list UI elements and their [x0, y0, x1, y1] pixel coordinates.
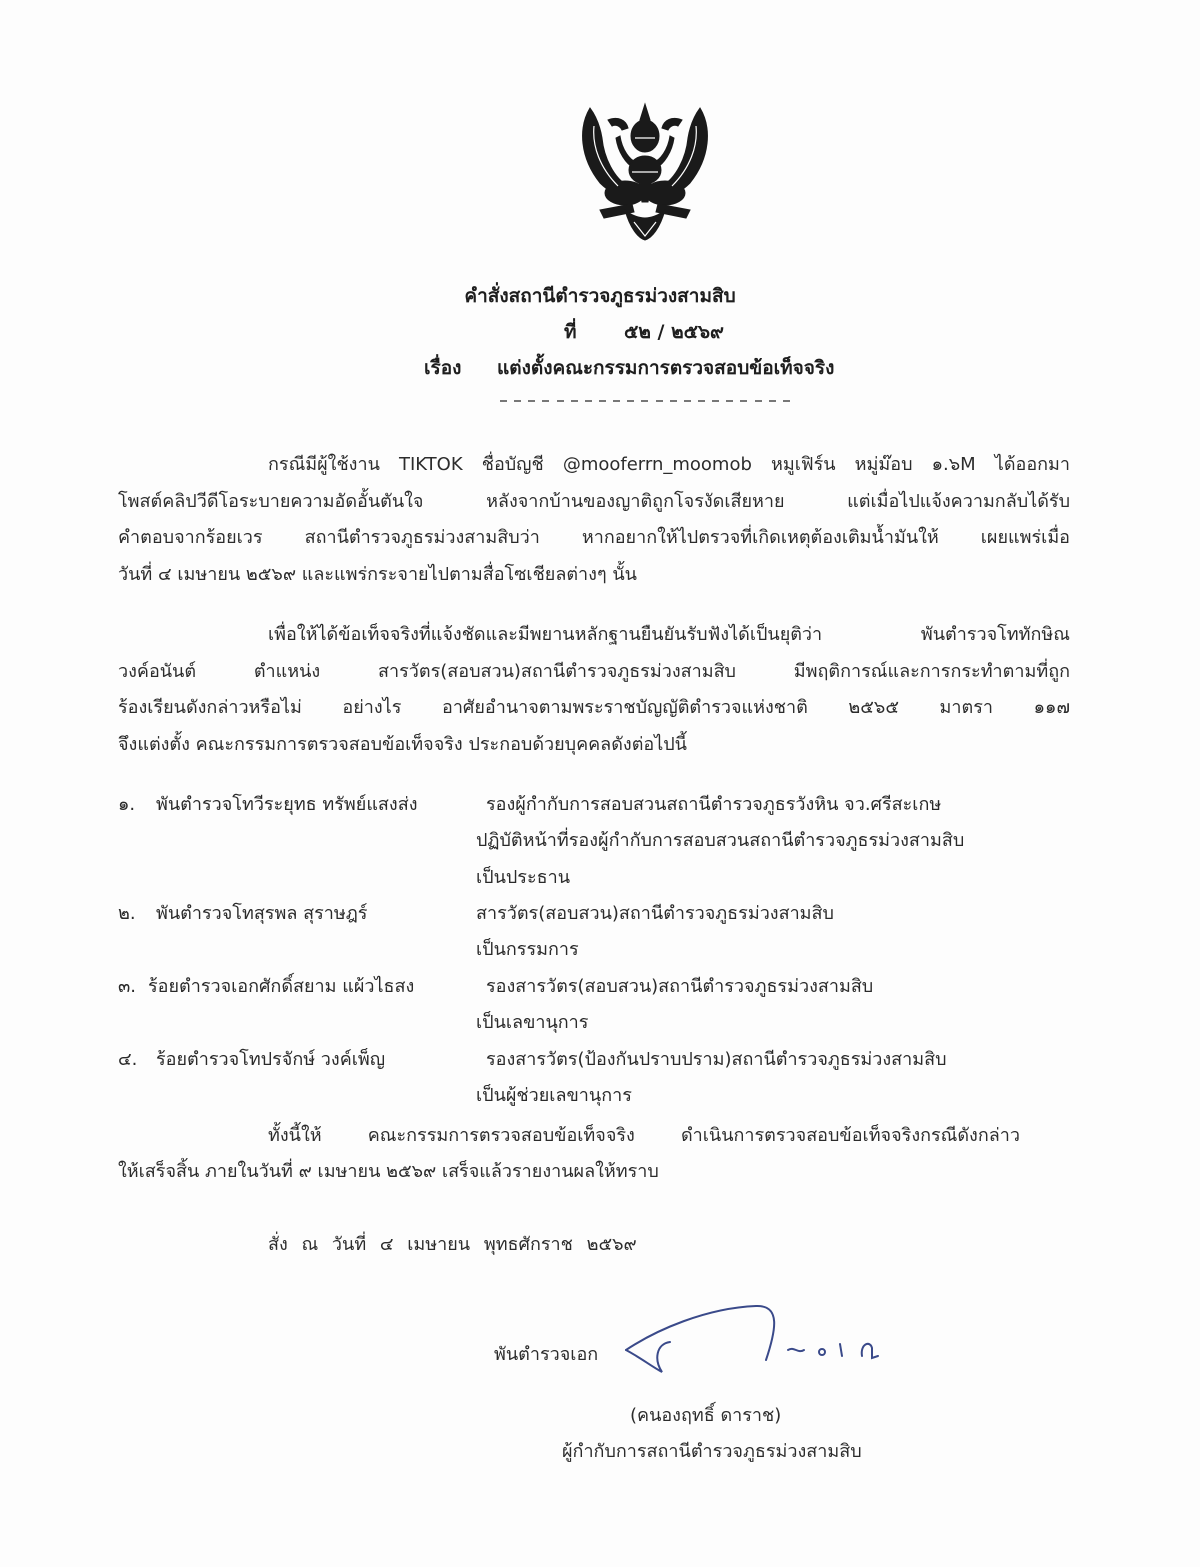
member-number: ๑.: [118, 794, 136, 815]
paragraph-line: ให้เสร็จสิ้น ภายในวันที่ ๙ เมษายน ๒๕๖๙ เสร็จแล้วรายงานผลให้ทราบ: [118, 1161, 659, 1182]
order-title: คำสั่งสถานีตำรวจภูธรม่วงสามสิบ: [464, 285, 736, 307]
member-name: ร้อยตำรวจเอกศักดิ์สยาม แผ้วไธสง: [148, 976, 415, 997]
member-name: พันตำรวจโทสุรพล สุราษฎร์: [156, 903, 368, 924]
member-role-line: รองสารวัตร(ป้องกันปราบปราม)สถานีตำรวจภูธรม่วงสามสิบ: [486, 1049, 947, 1070]
paragraph-line: วงค์อนันต์ ตำแหน่ง สารวัตร(สอบสวน)สถานีตำรวจภูธรม่วงสามสิบ มีพฤติการณ์และการกระทำตามที่ถูก: [118, 661, 1070, 682]
member-role-line: รองผู้กำกับการสอบสวนสถานีตำรวจภูธรวังหิน จว.ศรีสะเกษ: [486, 794, 942, 815]
paragraph-line: ทั้งนี้ให้ คณะกรรมการตรวจสอบข้อเท็จจริง ดำเนินการตรวจสอบข้อเท็จจริงกรณีดังกล่าว: [268, 1125, 1020, 1146]
member-number: ๒.: [118, 903, 136, 924]
signer-name: (คนองฤทธิ์ ดาราช): [630, 1405, 782, 1426]
paragraph-line: เพื่อให้ได้ข้อเท็จจริงที่แจ้งชัดและมีพยานหลักฐานยืนยันรับฟังได้เป็นยุติว่า พันตำรวจโททักษิณ: [268, 624, 1070, 645]
member-name: ร้อยตำรวจโทปรจักษ์ วงค์เพ็ญ: [156, 1049, 386, 1070]
garuda-emblem-icon: [570, 98, 720, 243]
paragraph-line: โพสต์คลิปวีดีโอระบายความอัดอั้นตันใจ หลังจากบ้านของญาติถูกโจรงัดเสียหาย แต่เมื่อไปแจ้งความกลับได้รับ: [118, 491, 1070, 512]
paragraph-line: ร้องเรียนดังกล่าวหรือไม่ อย่างไร อาศัยอำนาจตามพระราชบัญญัติตำรวจแห่งชาติ ๒๕๖๕ มาตรา ๑๑๗: [118, 697, 1070, 718]
member-duty: เป็นเลขานุการ: [476, 1012, 589, 1033]
paragraph-line: คำตอบจากร้อยเวร สถานีตำรวจภูธรม่วงสามสิบว่า หากอยากให้ไปตรวจที่เกิดเหตุต้องเติมน้ำมันให้ เผยแพร่เมื่อ: [118, 527, 1070, 548]
handwritten-signature-icon: [616, 1300, 896, 1380]
order-number: ๕๒ / ๒๕๖๙: [624, 321, 724, 343]
member-duty: เป็นประธาน: [476, 867, 571, 888]
subject-label: เรื่อง: [424, 357, 462, 379]
member-role-line: ปฏิบัติหน้าที่รองผู้กำกับการสอบสวนสถานีตำรวจภูธรม่วงสามสิบ: [476, 830, 965, 851]
member-number: ๓.: [118, 976, 137, 997]
member-role-line: รองสารวัตร(สอบสวน)สถานีตำรวจภูธรม่วงสามสิบ: [486, 976, 874, 997]
order-number-label: ที่: [564, 321, 577, 343]
member-duty: เป็นกรรมการ: [476, 939, 579, 960]
member-duty: เป็นผู้ช่วยเลขานุการ: [476, 1085, 632, 1106]
paragraph-line: วันที่ ๔ เมษายน ๒๕๖๙ และแพร่กระจายไปตามสื่อโซเชียลต่างๆ นั้น: [118, 564, 637, 585]
paragraph-line: กรณีมีผู้ใช้งาน TIKTOK ชื่อบัญชี @mooferrn_moomob หมูเฟิร์น หมู่ม๊อบ ๑.๖M ได้ออกมา: [268, 454, 1070, 475]
subject-text: แต่งตั้งคณะกรรมการตรวจสอบข้อเท็จจริง: [497, 357, 835, 379]
order-date: สั่ง ณ วันที่ ๔ เมษายน พุทธศักราช ๒๕๖๙: [268, 1234, 637, 1255]
signer-position: ผู้กำกับการสถานีตำรวจภูธรม่วงสามสิบ: [562, 1441, 862, 1462]
signer-rank: พันตำรวจเอก: [494, 1344, 599, 1365]
paragraph-line: จึงแต่งตั้ง คณะกรรมการตรวจสอบข้อเท็จจริง ประกอบด้วยบุคคลดังต่อไปนี้: [118, 734, 687, 755]
header-separator: [500, 396, 790, 406]
member-number: ๔.: [118, 1049, 138, 1070]
member-role-line: สารวัตร(สอบสวน)สถานีตำรวจภูธรม่วงสามสิบ: [476, 903, 834, 924]
member-name: พันตำรวจโทวีระยุทธ ทรัพย์แสงส่ง: [156, 794, 418, 815]
